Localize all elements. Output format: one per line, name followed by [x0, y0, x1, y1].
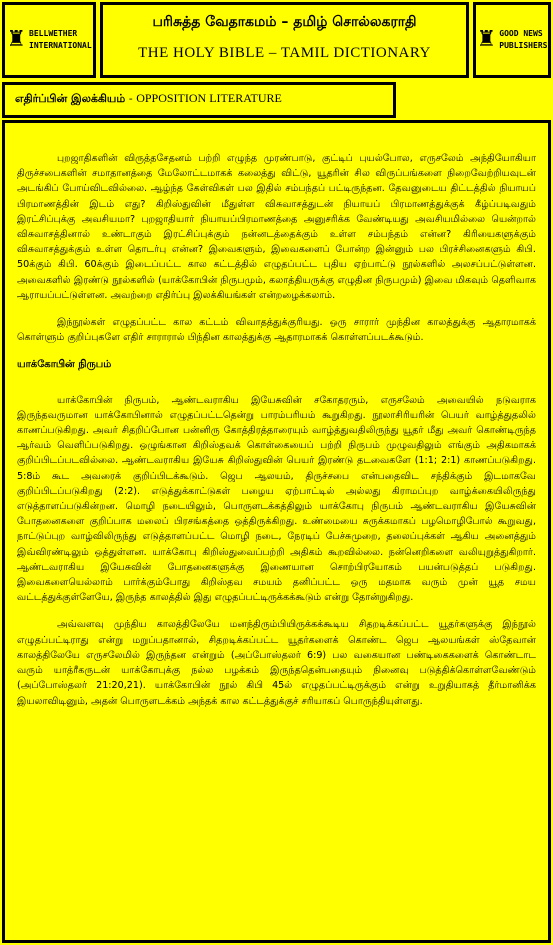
good-news-logo-line-1: GOOD NEWS — [499, 29, 543, 38]
section-title-box — [2, 82, 396, 118]
bellwether-logo-line-1: BELLWETHER — [29, 29, 78, 38]
tower-icon: ♜ — [476, 27, 497, 52]
paragraph-james-1: யாக்கோபின் நிருபம், ஆண்டவராகிய இயேசுவின் சகோதரரும், எருசலேம் அவையில் நடுவராக இருந்தவருமான யாக்கோபினால் எழுதப்பட்டதென்று பாரம்பரியம் கூறுகிறது. நூலாசிரியரின் பெயர் வாழ்த்துதலில் காணப்படுகிறது. அவர் சிதறிப்போன பன்னிரு கோத்திரத்தாரையும் வாழ்த்துவதிலிருந்து யூதர் மீது அவர் கொண்டிருந்த ஆர்வம் வெளிப்படுகிறது. ஒழுங்கான கிறிஸ்தவக் கொள்கையைப் பற்றி நிருபம் முழுவதிலும் எங்கும் அதிகமாகக் குறிப்பிடப்படவில்லை. ஆண்டவராகிய இயேசு கிறிஸ்துவின் பெயர் இரண்டு தடவைகளே (1:1; 2:1) காணப்படுகிறது. 5:8ம் கூட அவரைக் குறிப்பிடக்கூடும். ஜெப ஆலயம், திருச்சபை என்பதைவிட சந்திக்கும் இடமாகவே குறிப்பிடப்படுகிறது (2:2). எடுத்துக்காட்டுகள் பழைய ஏற்பாட்டில் அல்லது கிராமப்புற வாழ்க்கையிலிருந்து எடுத்தாளப்படுகின்றன. மொழி நடையிலும், பொருளடக்கத்திலும் யாக்கோபு நிருபம் ஆண்டவராகிய இயேசுவின் போதனைகளை குறிப்பாக மலைப் பிரசங்கத்தை ஒத்திருக்கிறது. உண்மையை சுருக்கமாகப் பழமொழிபோல் கூறுவது, நாட்டுப்புற வாழ்விலிருந்து எடுத்தாளப்பட்ட மொழி நடை, நேரடிப் பேச்சுமுறை, தலைப்புக்கள் ஆகிய அனைத்தும் இவ்விரண்டிலும் ஒத்துள்ளன. யாக்கோபு கிறிஸ்துவைப்பற்றி அதிகம் கூறவில்லை. நன்னெறிகளை வலியுறுத்துகிறார். ஆண்டவராகிய இயேசுவின் போதனைகளுக்கு இணையான சொற்பிரயோகம் பயன்படுத்தப் படுகிறது. இவைகளையெல்லாம் பார்க்கும்போது கிறிஸ்தவ சமயம் தனிப்பட்ட ஒரு மதமாக வரும் முன் யூத சமய வட்டத்துக்குள்ளேயே, இருந்த காலத்தில் இது எழுதப்பட்டிருக்கக்கூடும் என்று தோன்றுகிறது. — [17, 394, 536, 604]
tower-icon: ♜ — [6, 27, 27, 52]
section-title-tamil: எதிர்ப்பின் இலக்கியம் — [15, 92, 126, 105]
section-title-separator: - — [125, 92, 137, 105]
section-title — [5, 85, 393, 107]
paragraph-james-2: அவ்வளவு முந்திய காலத்திலேயே மனந்திரும்பியிருக்கக்கூடிய சிதறடிக்கப்பட்ட யூதர்களுக்கு இந்நூல் எழுதப்பட்டிராது என்று மறுப்பதானால், சிதறடிக்கப்பட்ட யூதர்களைக் கொண்ட ஜெப ஆலயங்கள் ஸ்தேவான் காலத்திலேயே எருசலேமில் இருந்தன என்றும் (அப்போஸ்தலர் 6:9) பல வகையான பண்டிகைகளைக் கொண்டாட வரும் யாத்ரீகருடன் யாக்கோபுக்கு நல்ல பழக்கம் இருந்ததென்பதையும் நினைவு படுத்திக்கொள்ளவேண்டும் (அப்போஸ்தலர் 21:20,21). யாக்கோபின் நூல் கிபி 45ல் எழுதப்பட்டிருக்கும் என்று உறுதியாகத் தீர்மானிக்க இயலாவிடினும், அதன் பொருளடக்கம் அந்தக் கால கட்டத்துக்குச் சரியாகப் பொருந்தியுள்ளது. — [17, 619, 536, 707]
title-box — [100, 2, 469, 78]
good-news-logo-line-2: PUBLISHERS — [499, 41, 548, 50]
paragraph-intro-1: புறஜாதிகளின் விருத்தசேதனம் பற்றி எழுந்த முரண்பாடு, குட்டிப் புயல்போல, எருசலேம் அந்தியோகியா திருச்சபைகளின் சமாதானத்தை மேலோட்டமாகக் கலைத்து விட்டு, யூதரின் சில விருப்பங்களை நிறைவேற்றியவுடன் அடங்கிப் போய்விடவில்லை. ஆழ்ந்த கேள்விகள் பல இதில் சம்பந்தப் பட்டிருந்தன. தேவனுடைய திட்டத்தில் நியாயப் பிரமாணத்தின் இடம் எது? கிறிஸ்துவின் மீதுள்ள விசுவாசத்துடன் நியாயப் பிரமாணத்துக்குக் கீழ்ப்படிவதும் இரட்சிப்புக்கு அவசியமா? புறஜாதியார் நியாயப்பிரமாணத்தை அனுசரிக்க வேண்டியது அவசியமில்லை யென்றால் விசுவாசத்தினால் உண்டாகும் இரட்சிப்புக்கும் நன்னடத்தைக்கும் உள்ள சம்பந்தம் என்ன? கிரியைகளுக்கும் விசுவாசத்துக்கும் உள்ள தொடர்பு என்ன? இவைகளும், இவைகளைப் போன்ற இன்னும் பல பிரச்சினைகளும் கிபி. 50க்கும் கிபி. 60க்கும் இடைப்பட்ட கால கட்டத்தில் எழுதப்பட்ட புதிய ஏற்பாட்டு நூல்களில் அலசப்பட்டுள்ளன. அவைகளில் இரண்டு நூல்களில் (யாக்கோபின் நிருபமும், கலாத்தியருக்கு எழுதின நிருபமும்) இவை மிகவும் தெளிவாக ஆராயப்பட்டுள்ளன. அவற்றை எதிர்ப்பு இலக்கியங்கள் என்றழைக்கலாம். — [17, 153, 536, 301]
good-news-logo-box — [473, 2, 551, 78]
subheading-james: யாக்கோபின் நிருபம் — [17, 359, 112, 371]
paragraph-intro-2: இந்நூல்கள் எழுதப்பட்ட கால கட்டம் விவாதத்துக்குரியது. ஒரு சாரார் முந்தின காலத்துக்கு ஆதாரமாகக் கொள்ளும் குறிப்புகளே எதிர் சாராரால் பிந்தின காலத்துக்கு ஆதாரமாகக் கொள்ளப்படக்கூடும். — [17, 317, 536, 344]
article-content — [2, 120, 551, 943]
title-english: THE HOLY BIBLE – TAMIL DICTIONARY — [138, 45, 431, 61]
title-tamil: பரிசுத்த வேதாகமம் – தமிழ் சொல்லகராதி — [152, 14, 417, 30]
bellwether-logo-line-2: INTERNATIONAL — [29, 41, 92, 50]
bellwether-logo-box — [2, 2, 96, 78]
section-title-english: OPPOSITION LITERATURE — [136, 91, 282, 105]
